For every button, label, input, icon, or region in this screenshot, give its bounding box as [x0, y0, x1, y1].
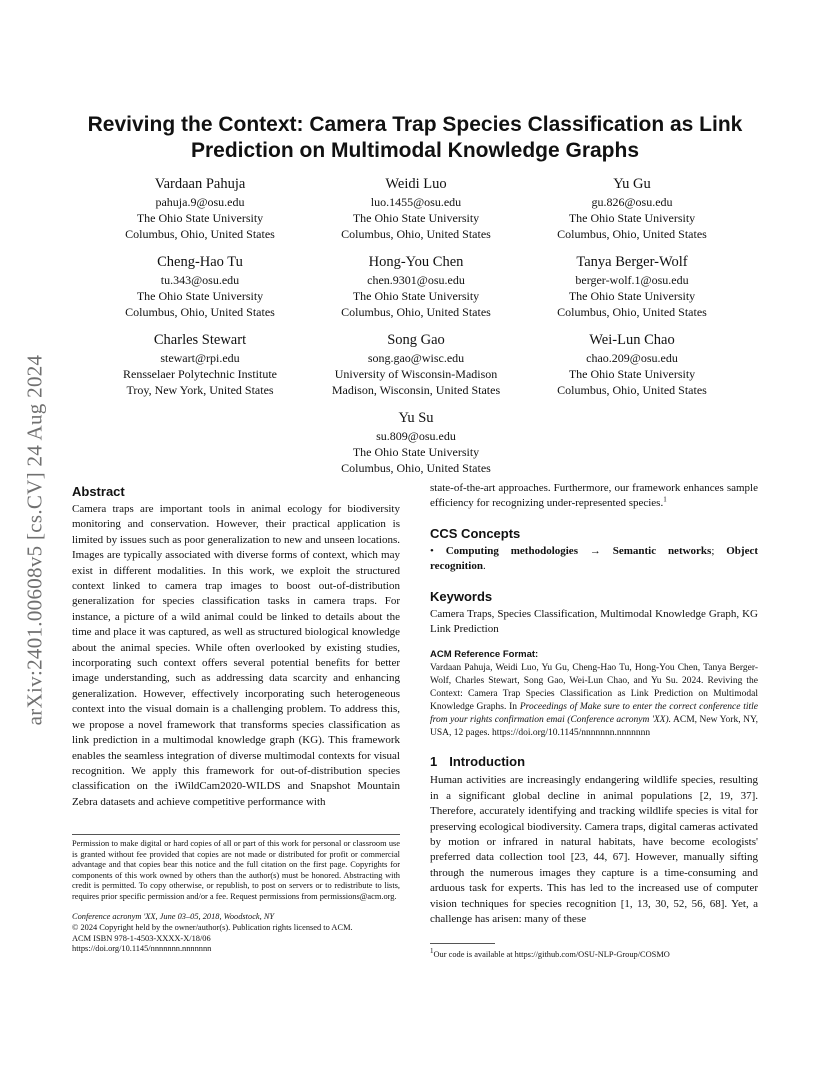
- author-location: Columbus, Ohio, United States: [557, 383, 707, 397]
- author-email: pahuja.9@osu.edu: [155, 195, 245, 209]
- author-card: [512, 331, 752, 398]
- author-card: [512, 253, 752, 320]
- title-line-1: Reviving the Context: Camera Trap Species Classification as Link: [87, 113, 743, 136]
- left-column: [72, 484, 400, 810]
- permission-notice: Permission to make digital or hard copies of all or part of this work for personal or classroom use is granted without fee provided that copies are not made or distributed for profit or commercial advantage and that copies bear this notice and the full citation on the first page. Copyrights for components of this work owned by others than the author(s) must be honored. Abstracting with credit is permitted. To copy otherwise, or republish, to post on servers or to redistribute to lists, requires prior specific permission and/or a fee. Request permissions from permissions@acm.org.: [72, 839, 400, 901]
- arxiv-stamp: [20, 280, 50, 800]
- author-location: Columbus, Ohio, United States: [125, 227, 275, 241]
- author-affiliation: The Ohio State University: [352, 211, 480, 225]
- author-name: Weidi Luo: [385, 176, 447, 192]
- footnote-divider: [72, 834, 400, 835]
- author-card: [296, 409, 536, 476]
- copyright-line: © 2024 Copyright held by the owner/author(s). Publication rights licensed to ACM.: [72, 922, 353, 932]
- author-location: Troy, New York, United States: [126, 383, 274, 397]
- keywords-text: Camera Traps, Species Classification, Multimodal Knowledge Graph, KG Link Prediction: [430, 607, 758, 636]
- publication-info: [72, 912, 400, 955]
- abstract-continued: state-of-the-art approaches. Furthermore, our framework enhances sample efficiency for recognizing under-represented species.$^1$: [430, 482, 758, 510]
- author-card: [296, 175, 536, 242]
- author-email: luo.1455@osu.edu: [370, 195, 462, 209]
- author-email: song.gao@wisc.edu: [367, 351, 465, 365]
- author-affiliation: University of Wisconsin-Madison: [334, 367, 498, 381]
- author-card: [80, 253, 320, 320]
- author-name: Yu Su: [398, 410, 434, 426]
- author-card: [296, 331, 536, 398]
- author-name: Yu Gu: [613, 176, 651, 192]
- arxiv-stamp-text: arXiv:2401.00608v5 [cs.CV] 24 Aug 2024: [22, 354, 47, 726]
- author-name: Charles Stewart: [153, 332, 247, 348]
- introduction-text: Human activities are increasingly endangering wildlife species, resulting in a significant global decline in animal populations [2, 19, 37]. Therefore, accurately identifying and tracking wildlife species is vital for preserving ecological biodiversity. Camera traps, digital cameras activated by motion or infrared in natural habitats, have become ecologists' preferred data collection tool [23, 44, 67]. However, manually sifting through the numerous images they capture is a time-consuming and arduous task for experts. This has led to the increased use of computer vision techniques for species recognition [1, 13, 30, 52, 56, 68]. Yet, a challenge has arisen: many of these: [430, 774, 758, 926]
- ccs-concepts: • Computing methodologies → Semantic networks; Object recognition.: [430, 544, 759, 573]
- author-affiliation: The Ohio State University: [568, 211, 696, 225]
- author-affiliation: The Ohio State University: [568, 289, 696, 303]
- author-location: Columbus, Ohio, United States: [341, 461, 491, 475]
- author-email: gu.826@osu.edu: [591, 195, 673, 209]
- author-location: Columbus, Ohio, United States: [341, 227, 491, 241]
- author-location: Madison, Wisconsin, United States: [331, 383, 501, 397]
- author-email: stewart@rpi.edu: [160, 351, 240, 365]
- author-name: Hong-You Chen: [368, 254, 464, 270]
- title-line-2: Prediction on Multimodal Knowledge Graphs: [190, 139, 640, 162]
- author-location: Columbus, Ohio, United States: [557, 227, 707, 241]
- paper-title: [70, 112, 760, 164]
- author-card: [512, 175, 752, 242]
- code-footnote: $^1$Our code is available at https://github.com/OSU-NLP-Group/COSMO: [430, 947, 670, 959]
- author-name: Wei-Lun Chao: [589, 332, 675, 348]
- author-affiliation: Rensselaer Polytechnic Institute: [123, 367, 277, 381]
- footnote-marker[interactable]: 1: [663, 495, 667, 504]
- author-email: chen.9301@osu.edu: [367, 273, 465, 287]
- author-location: Columbus, Ohio, United States: [125, 305, 275, 319]
- author-name: Vardaan Pahuja: [154, 176, 246, 192]
- author-affiliation: The Ohio State University: [136, 211, 264, 225]
- right-column: [430, 484, 758, 928]
- footnote-divider-right: [430, 943, 495, 944]
- author-card: [80, 331, 320, 398]
- author-location: Columbus, Ohio, United States: [557, 305, 707, 319]
- author-name: Tanya Berger-Wolf: [576, 254, 688, 270]
- doi-link[interactable]: https://doi.org/10.1145/nnnnnnn.nnnnnnn: [72, 944, 212, 954]
- acm-reference-heading: ACM Reference Format:: [430, 649, 539, 661]
- acm-reference-text: Vardaan Pahuja, Weidi Luo, Yu Gu, Cheng-Hao Tu, Hong-You Chen, Tanya Berger-Wolf, Charles Stewart, Song Gao, Wei-Lun Chao, and Yu Su. 2024. Reviving the Context: Camera Trap Species Classification as Link Prediction on Multimodal Knowledge Graphs. In Proceedings of Make sure to enter the correct conference title from your rights confirmation emai (Conference acronym 'XX). ACM, New York, NY, USA, 12 pages. https://doi.org/10.1145/nnnnnnn.nnnnnnn: [430, 663, 758, 739]
- author-affiliation: The Ohio State University: [352, 445, 480, 459]
- author-email: su.809@osu.edu: [376, 429, 456, 443]
- author-name: Cheng-Hao Tu: [157, 254, 243, 270]
- author-email: berger-wolf.1@osu.edu: [575, 273, 689, 287]
- author-affiliation: The Ohio State University: [352, 289, 480, 303]
- conference-line: Conference acronym 'XX, June 03–05, 2018, Woodstock, NY: [72, 912, 275, 921]
- author-name: Song Gao: [387, 332, 445, 348]
- author-card: [80, 175, 320, 242]
- abstract-heading: Abstract: [72, 484, 125, 499]
- isbn-line: ACM ISBN 978-1-4503-XXXX-X/18/06: [72, 933, 211, 943]
- author-email: chao.209@osu.edu: [586, 351, 678, 365]
- author-affiliation: The Ohio State University: [568, 367, 696, 381]
- abstract-text: Camera traps are important tools in animal ecology for biodiversity monitoring and conservation. However, their practical application is limited by issues such as poor generalization to new and unseen locations. Images are typically associated with diverse forms of context, which may exist in different modalities. In this work, we exploit the structured context linked to camera trap images to boost out-of-distribution generalization for species classification tasks in camera traps. For instance, a picture of a wild animal could be linked to details about the time and place it was captured, as well as structured biological knowledge about the animal species. While often overlooked by existing studies, incorporating such context offers several potential benefits for better image understanding, such as addressing data scarcity and enhancing generalization. However, effectively incorporating such heterogeneous context into the visual domain is a challenging problem. To address this, we propose a novel framework that transforms species classification as link prediction in a multimodal knowledge graph (KG). This framework enables the seamless integration of diverse multimodal contexts for visual recognition. We apply this framework for out-of-distribution species classification on the iWildCam2020-WILDS and Snapshot Mountain Zebra datasets and achieve competitive performance with: [72, 503, 400, 808]
- author-card: [296, 253, 536, 320]
- introduction-heading: 1 Introduction: [430, 754, 526, 770]
- author-affiliation: The Ohio State University: [136, 289, 264, 303]
- keywords-heading: Keywords: [430, 588, 493, 604]
- author-location: Columbus, Ohio, United States: [341, 305, 491, 319]
- ccs-heading: CCS Concepts: [430, 525, 521, 541]
- author-email: tu.343@osu.edu: [160, 273, 240, 287]
